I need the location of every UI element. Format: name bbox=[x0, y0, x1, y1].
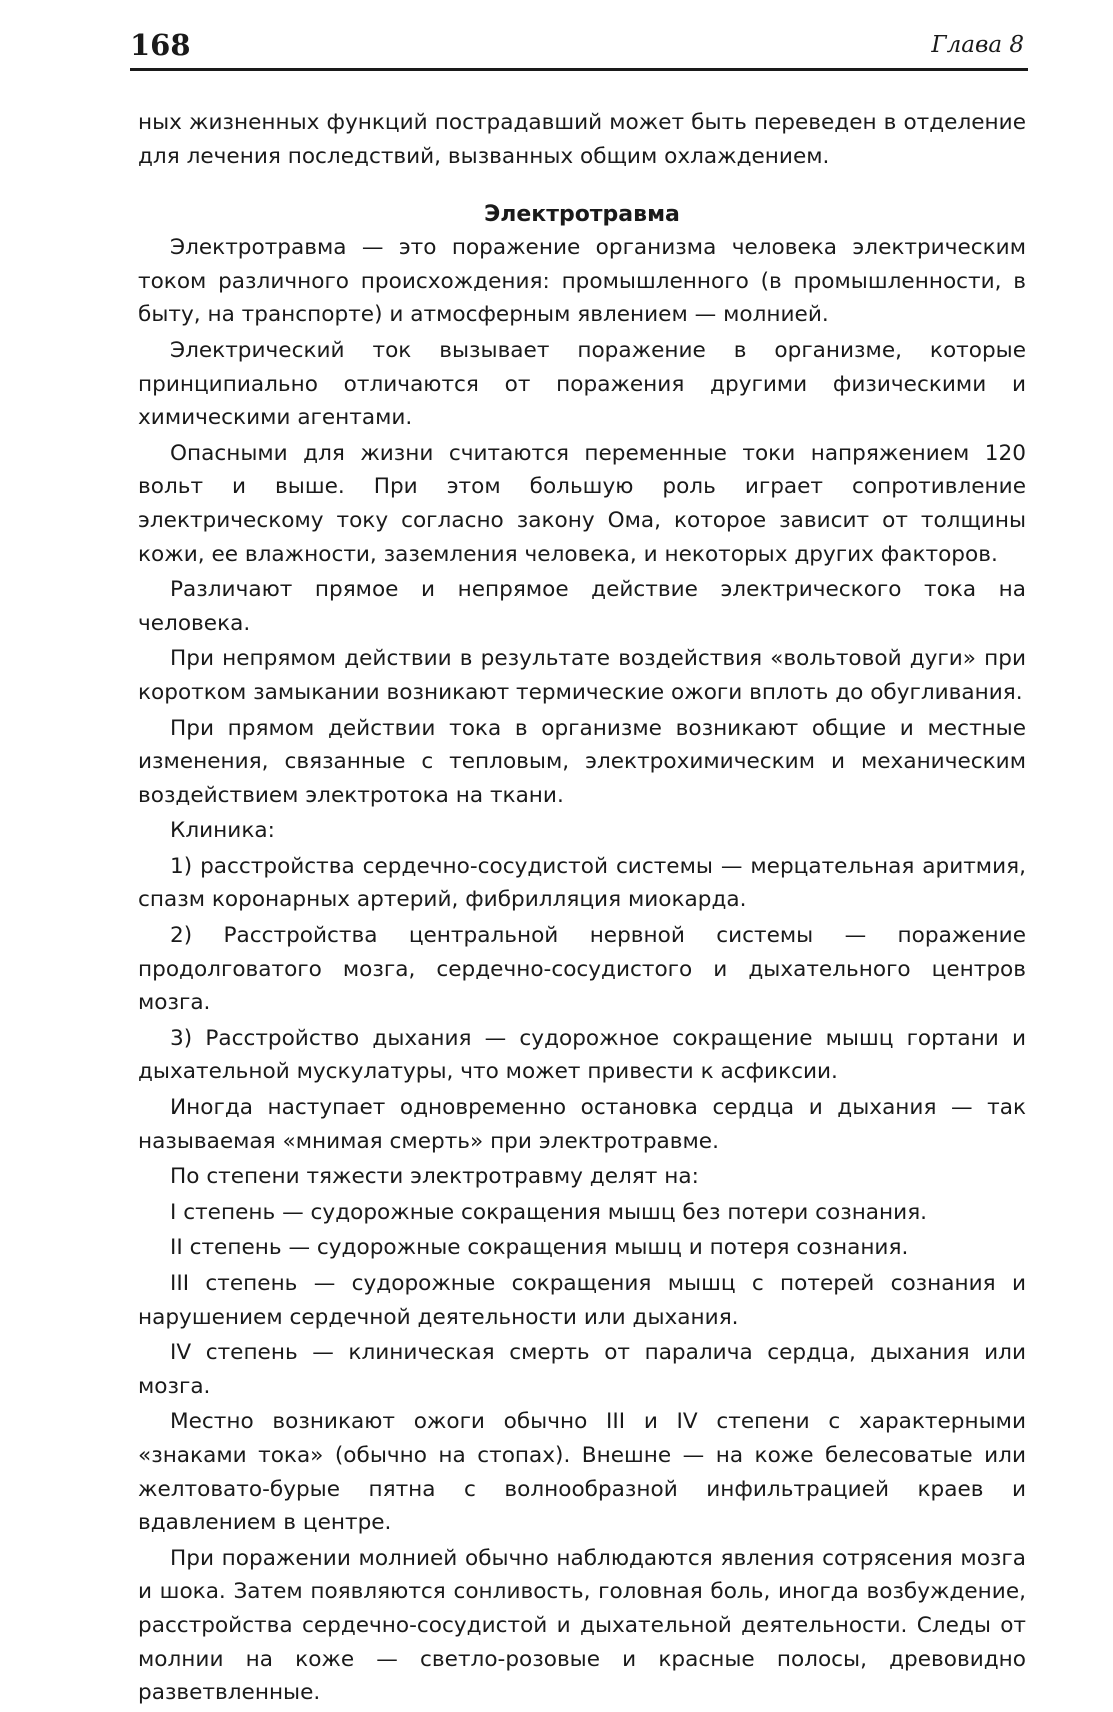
paragraph-continued: ных жизненных функций пострадавший может быть переведен в отделение для лечения последствий, вызванных общим охлаждением. bbox=[138, 110, 1026, 169]
paragraph: При прямом действии тока в организме возникают общие и местные изменения, связанные с тепловым, электрохимическим и механическим воздействием электротока на ткани. bbox=[138, 715, 1026, 808]
paragraph: При поражении молнией обычно наблюдаются явления сотрясения мозга и шока. Затем появляются сонливость, головная боль, иногда возбуждение, расстройства сердечно-сосудистой и дыхательной деятельности. Следы от молнии на коже — светло-розовые и красные полосы, древовидно разветвленные. bbox=[138, 1545, 1026, 1706]
page-number: 168 bbox=[130, 28, 191, 62]
list-item: 1) расстройства сердечно-сосудистой системы — мерцательная аритмия, спазм коронарных артерий, фибрилляция миокарда. bbox=[138, 853, 1026, 913]
running-header bbox=[130, 22, 1028, 71]
paragraph: Местно возникают ожоги обычно III и IV степени с характерными «знаками тока» (обычно на стопах). Внешне — на коже белесоватые или желтовато-бурые пятна с волнообразной инфильтрацией краев и вдавлением в центре. bbox=[138, 1409, 1026, 1536]
list-item: II степень — судорожные сокращения мышц и потеря сознания. bbox=[170, 1235, 909, 1261]
paragraph: При непрямом действии в результате воздействия «вольтовой дуги» при коротком замыкании возникают термические ожоги вплоть до обугливания. bbox=[138, 646, 1026, 705]
paragraph: Электрический ток вызывает поражение в организме, которые принципиально отличаются от поражения другими физическими и химическими агентами. bbox=[138, 337, 1026, 431]
list-item: 2) Расстройства центральной нервной системы — поражение продолговатого мозга, сердечно-сосудистого и дыхательного центров мозга. bbox=[138, 923, 1026, 1016]
paragraph: Клиника: bbox=[170, 818, 275, 844]
list-item: III степень — судорожные сокращения мышц с потерей сознания и нарушением сердечной деятельности или дыхания. bbox=[138, 1271, 1026, 1330]
list-item: IV степень — клиническая смерть от паралича сердца, дыхания или мозга. bbox=[138, 1340, 1026, 1399]
list-item: 3) Расстройство дыхания — судорожное сокращение мышц гортани и дыхательной мускулатуры, что может привести к асфиксии. bbox=[138, 1025, 1026, 1085]
section-heading: Электротравма bbox=[484, 202, 680, 228]
paragraph: Опасными для жизни считаются переменные токи напряжением 120 вольт и выше. При этом большую роль играет сопротивление электрическому току согласно закону Ома, которое зависит от толщины кожи, ее влажности, заземления человека, и некоторых других факторов. bbox=[138, 440, 1026, 567]
body-text bbox=[138, 106, 1026, 1712]
list-item: I степень — судорожные сокращения мышц без потери сознания. bbox=[170, 1199, 928, 1225]
chapter-title: Глава 8 bbox=[931, 32, 1024, 58]
paragraph: Иногда наступает одновременно остановка сердца и дыхания — так называемая «мнимая смерть» при электротравме. bbox=[138, 1095, 1026, 1154]
paragraph: По степени тяжести электротравму делят на: bbox=[170, 1164, 699, 1190]
paragraph: Различают прямое и непрямое действие электрического тока на человека. bbox=[138, 577, 1026, 636]
paragraph: Электротравма — это поражение организма человека электрическим током различного происхождения: промышленного (в промышленности, в быту, на транспорте) и атмосферным явлением — молнией. bbox=[138, 235, 1026, 328]
